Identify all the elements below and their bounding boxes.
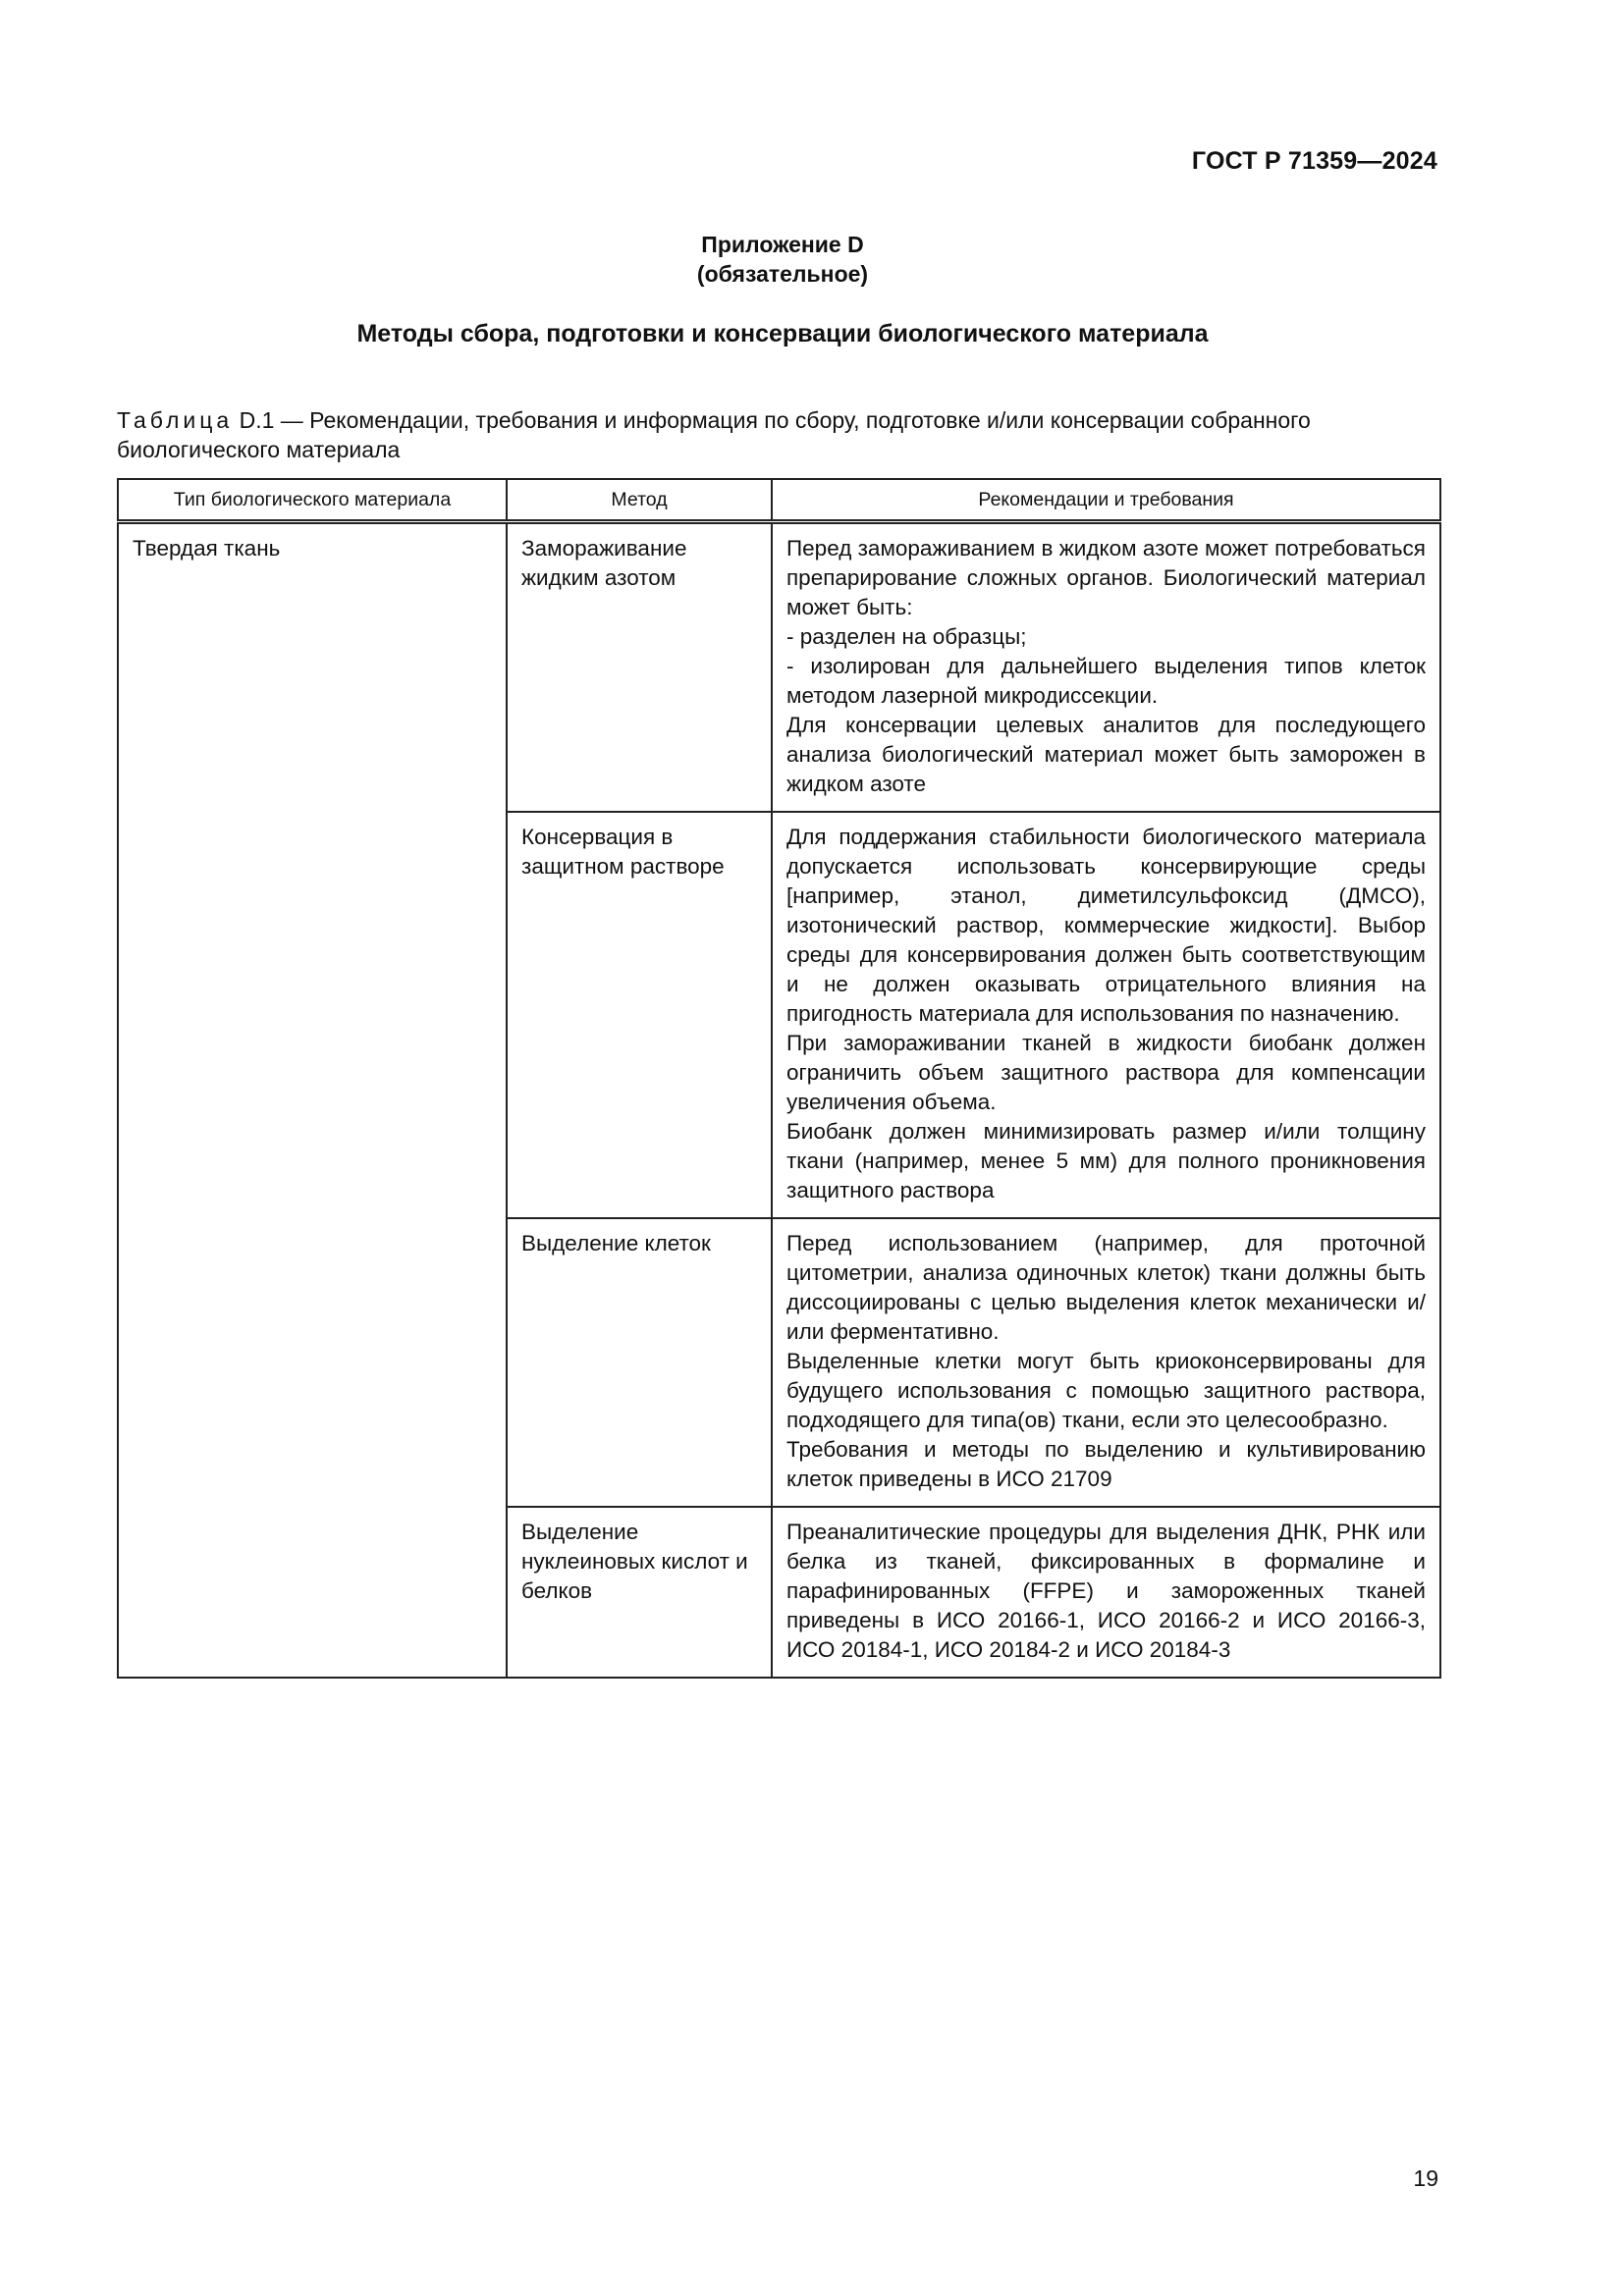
section-title: Методы сбора, подготовки и консервации биологического материала (356, 320, 1209, 347)
requirements-cell (772, 812, 1440, 1218)
requirement-paragraph: Перед замораживанием в жидком азоте может потребоваться препарирование сложных органов. Биологический материал может быть: (786, 536, 1426, 619)
method-cell: Консервация в защитном растворе (507, 812, 772, 1218)
requirement-paragraph: Преаналитические процедуры для выделения ДНК, РНК или белка из тканей, фиксированных в формалине и парафинированных (FFPE) и замороженных тканей приведены в ИСО 20166-1, ИСО 20166-2 и ИСО 20166-3, ИСО 20184-1, ИСО 20184-2 и ИСО 20184-3 (786, 1520, 1426, 1662)
appendix-title: Приложение D (701, 232, 864, 257)
requirements-cell (772, 1218, 1440, 1507)
column-header-material-type: Тип биологического материала (118, 479, 507, 522)
appendix-heading (0, 230, 1565, 289)
table-caption-text: D.1 — Рекомендации, требования и информация по сбору, подготовке и/или консервации собранного биологического материала (117, 407, 1311, 462)
method-cell: Выделение нуклеиновых кислот и белков (507, 1507, 772, 1678)
requirements-cell (772, 1507, 1440, 1678)
requirements-table (117, 478, 1441, 1679)
column-header-method: Метод (507, 479, 772, 522)
requirement-paragraph: Для консервации целевых аналитов для последующего анализа биологический материал может быть заморожен в жидком азоте (786, 713, 1426, 796)
requirement-paragraph: При замораживании тканей в жидкости биобанк должен ограничить объем защитного раствора для компенсации увеличения объема. (786, 1031, 1426, 1114)
document-code: ГОСТ Р 71359—2024 (1191, 147, 1437, 175)
page-number: 19 (1413, 2165, 1438, 2191)
requirement-paragraph: Для поддержания стабильности биологического материала допускается использовать консервирующие среды [например, этанол, диметилсульфоксид (ДМСО), изотонический раствор, коммерческие жидкости]. Выбор среды для консервирования должен быть соответствующим и не должен оказывать отрицательного влияния на пригодность материала для использования по назначению. (786, 825, 1426, 1026)
appendix-status: (обязательное) (696, 261, 869, 287)
requirement-paragraph: Выделенные клетки могут быть криоконсервированы для будущего использования с помощью защитного раствора, подходящего для типа(ов) ткани, если это целесообразно. (786, 1349, 1426, 1432)
material-type-cell: Твердая ткань (118, 522, 507, 1679)
requirement-paragraph: - разделен на образцы; (786, 624, 1027, 649)
method-cell: Замораживание жидким азотом (507, 522, 772, 813)
requirement-paragraph: Биобанк должен минимизировать размер и/или толщину ткани (например, менее 5 мм) для полного проникновения защитного раствора (786, 1119, 1426, 1202)
requirement-paragraph: Требования и методы по выделению и культивированию клеток приведены в ИСО 21709 (786, 1437, 1426, 1491)
table-row (118, 522, 1440, 813)
table-caption-label: Таблица (117, 407, 234, 433)
requirements-cell (772, 522, 1440, 813)
requirement-paragraph: - изолирован для дальнейшего выделения типов клеток методом лазерной микродиссекции. (786, 654, 1426, 708)
requirement-paragraph: Перед использованием (например, для проточной цитометрии, анализа одиночных клеток) ткани должны быть диссоциированы с целью выделения клеток механически и/или ферментативно. (786, 1231, 1426, 1344)
column-header-requirements: Рекомендации и требования (772, 479, 1440, 522)
method-cell: Выделение клеток (507, 1218, 772, 1507)
table-header-row (118, 479, 1440, 522)
table-caption (117, 405, 1439, 464)
